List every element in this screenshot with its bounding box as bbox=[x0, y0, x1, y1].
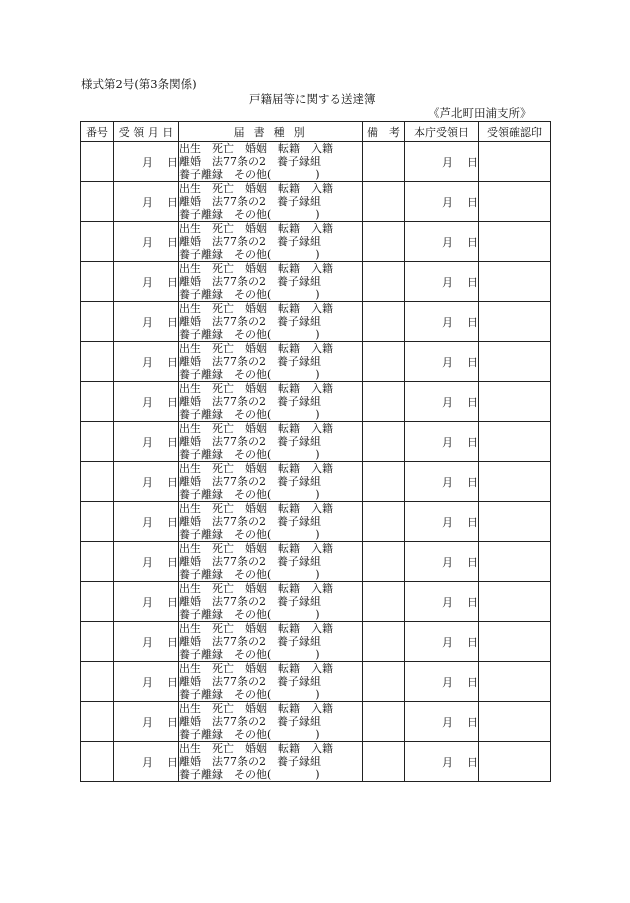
day-label: 日 bbox=[167, 715, 178, 729]
header-row bbox=[81, 122, 551, 142]
kind-line-2: 離婚 法77条の2 養子縁組 bbox=[179, 235, 321, 248]
table-row bbox=[81, 662, 551, 702]
month-label: 月 bbox=[142, 675, 153, 689]
table-row bbox=[81, 142, 551, 182]
cell-remarks[interactable] bbox=[363, 142, 405, 182]
cell-notification-type[interactable] bbox=[179, 462, 363, 502]
day-label: 日 bbox=[167, 515, 178, 529]
cell-notification-type[interactable] bbox=[179, 182, 363, 222]
kind-line-1: 出生 死亡 婚姻 転籍 入籍 bbox=[179, 422, 333, 435]
cell-number[interactable] bbox=[81, 542, 114, 582]
cell-confirmation-seal[interactable] bbox=[479, 582, 551, 622]
day-label: 日 bbox=[167, 675, 178, 689]
month-label: 月 bbox=[142, 315, 153, 329]
cell-remarks[interactable] bbox=[363, 622, 405, 662]
cell-main-office-date[interactable] bbox=[405, 422, 479, 462]
kind-line-3: 養子離縁 その他( ) bbox=[179, 168, 320, 181]
table-row bbox=[81, 422, 551, 462]
table-row bbox=[81, 742, 551, 782]
month-label: 月 bbox=[442, 355, 453, 369]
cell-received-date[interactable] bbox=[114, 582, 179, 622]
kind-line-1: 出生 死亡 婚姻 転籍 入籍 bbox=[179, 582, 333, 595]
day-label: 日 bbox=[467, 555, 478, 569]
kind-line-2: 離婚 法77条の2 養子縁組 bbox=[179, 395, 321, 408]
day-label: 日 bbox=[167, 195, 178, 209]
kind-line-3: 養子離縁 その他( ) bbox=[179, 688, 320, 701]
cell-confirmation-seal[interactable] bbox=[479, 702, 551, 742]
day-label: 日 bbox=[467, 675, 478, 689]
delivery-register-table bbox=[80, 121, 551, 782]
kind-line-1: 出生 死亡 婚姻 転籍 入籍 bbox=[179, 622, 333, 635]
month-label: 月 bbox=[142, 395, 153, 409]
cell-confirmation-seal[interactable] bbox=[479, 382, 551, 422]
month-label: 月 bbox=[442, 475, 453, 489]
day-label: 日 bbox=[167, 435, 178, 449]
cell-main-office-date[interactable] bbox=[405, 302, 479, 342]
cell-remarks[interactable] bbox=[363, 742, 405, 782]
kind-line-2: 離婚 法77条の2 養子縁組 bbox=[179, 715, 321, 728]
cell-received-date[interactable] bbox=[114, 622, 179, 662]
cell-number[interactable] bbox=[81, 742, 114, 782]
cell-number[interactable] bbox=[81, 262, 114, 302]
table-row bbox=[81, 302, 551, 342]
cell-confirmation-seal[interactable] bbox=[479, 422, 551, 462]
month-label: 月 bbox=[442, 595, 453, 609]
cell-received-date[interactable] bbox=[114, 542, 179, 582]
cell-notification-type[interactable] bbox=[179, 302, 363, 342]
cell-notification-type[interactable] bbox=[179, 502, 363, 542]
cell-confirmation-seal[interactable] bbox=[479, 622, 551, 662]
col-header-received-date: 受 領 月 日 bbox=[114, 122, 179, 142]
kind-line-2: 離婚 法77条の2 養子縁組 bbox=[179, 555, 321, 568]
kind-line-3: 養子離縁 その他( ) bbox=[179, 208, 320, 221]
cell-received-date[interactable] bbox=[114, 462, 179, 502]
cell-notification-type[interactable] bbox=[179, 222, 363, 262]
month-label: 月 bbox=[442, 515, 453, 529]
day-label: 日 bbox=[467, 435, 478, 449]
cell-received-date[interactable] bbox=[114, 742, 179, 782]
month-label: 月 bbox=[142, 195, 153, 209]
month-label: 月 bbox=[442, 435, 453, 449]
day-label: 日 bbox=[167, 155, 178, 169]
day-label: 日 bbox=[467, 635, 478, 649]
day-label: 日 bbox=[467, 515, 478, 529]
kind-line-1: 出生 死亡 婚姻 転籍 入籍 bbox=[179, 542, 333, 555]
day-label: 日 bbox=[467, 395, 478, 409]
cell-notification-type[interactable] bbox=[179, 342, 363, 382]
month-label: 月 bbox=[142, 755, 153, 769]
cell-number[interactable] bbox=[81, 302, 114, 342]
cell-confirmation-seal[interactable] bbox=[479, 462, 551, 502]
table-row bbox=[81, 542, 551, 582]
month-label: 月 bbox=[442, 235, 453, 249]
kind-line-3: 養子離縁 その他( ) bbox=[179, 248, 320, 261]
month-label: 月 bbox=[442, 715, 453, 729]
cell-main-office-date[interactable] bbox=[405, 742, 479, 782]
kind-line-1: 出生 死亡 婚姻 転籍 入籍 bbox=[179, 182, 333, 195]
day-label: 日 bbox=[467, 715, 478, 729]
col-header-confirmation-seal: 受領確認印 bbox=[479, 122, 551, 142]
kind-line-3: 養子離縁 その他( ) bbox=[179, 648, 320, 661]
day-label: 日 bbox=[467, 475, 478, 489]
cell-number[interactable] bbox=[81, 142, 114, 182]
day-label: 日 bbox=[167, 275, 178, 289]
cell-confirmation-seal[interactable] bbox=[479, 222, 551, 262]
kind-line-3: 養子離縁 その他( ) bbox=[179, 768, 320, 781]
cell-number[interactable] bbox=[81, 622, 114, 662]
cell-remarks[interactable] bbox=[363, 182, 405, 222]
table-row bbox=[81, 502, 551, 542]
cell-confirmation-seal[interactable] bbox=[479, 262, 551, 302]
month-label: 月 bbox=[142, 475, 153, 489]
table-row bbox=[81, 582, 551, 622]
cell-remarks[interactable] bbox=[363, 342, 405, 382]
cell-remarks[interactable] bbox=[363, 582, 405, 622]
day-label: 日 bbox=[167, 395, 178, 409]
cell-main-office-date[interactable] bbox=[405, 462, 479, 502]
cell-received-date[interactable] bbox=[114, 182, 179, 222]
cell-main-office-date[interactable] bbox=[405, 262, 479, 302]
kind-line-2: 離婚 法77条の2 養子縁組 bbox=[179, 475, 321, 488]
kind-line-1: 出生 死亡 婚姻 転籍 入籍 bbox=[179, 502, 333, 515]
cell-remarks[interactable] bbox=[363, 542, 405, 582]
month-label: 月 bbox=[442, 275, 453, 289]
day-label: 日 bbox=[167, 635, 178, 649]
kind-line-3: 養子離縁 その他( ) bbox=[179, 368, 320, 381]
cell-number[interactable] bbox=[81, 422, 114, 462]
cell-remarks[interactable] bbox=[363, 662, 405, 702]
kind-line-2: 離婚 法77条の2 養子縁組 bbox=[179, 515, 321, 528]
table-row bbox=[81, 182, 551, 222]
table-row bbox=[81, 342, 551, 382]
cell-confirmation-seal[interactable] bbox=[479, 662, 551, 702]
kind-line-1: 出生 死亡 婚姻 転籍 入籍 bbox=[179, 382, 333, 395]
cell-number[interactable] bbox=[81, 502, 114, 542]
kind-line-2: 離婚 法77条の2 養子縁組 bbox=[179, 315, 321, 328]
kind-line-1: 出生 死亡 婚姻 転籍 入籍 bbox=[179, 142, 333, 155]
document-title: 戸籍届等に関する送達簿 bbox=[249, 92, 376, 106]
cell-number[interactable] bbox=[81, 222, 114, 262]
cell-confirmation-seal[interactable] bbox=[479, 502, 551, 542]
month-label: 月 bbox=[442, 755, 453, 769]
month-label: 月 bbox=[442, 555, 453, 569]
month-label: 月 bbox=[142, 435, 153, 449]
cell-main-office-date[interactable] bbox=[405, 222, 479, 262]
table-row bbox=[81, 382, 551, 422]
kind-line-2: 離婚 法77条の2 養子縁組 bbox=[179, 435, 321, 448]
cell-main-office-date[interactable] bbox=[405, 702, 479, 742]
month-label: 月 bbox=[142, 275, 153, 289]
cell-main-office-date[interactable] bbox=[405, 502, 479, 542]
remarks-char-2: 考 bbox=[389, 125, 400, 139]
cell-notification-type[interactable] bbox=[179, 382, 363, 422]
day-label: 日 bbox=[467, 755, 478, 769]
kind-line-2: 離婚 法77条の2 養子縁組 bbox=[179, 635, 321, 648]
kind-line-3: 養子離縁 その他( ) bbox=[179, 328, 320, 341]
month-label: 月 bbox=[442, 395, 453, 409]
cell-remarks[interactable] bbox=[363, 422, 405, 462]
cell-received-date[interactable] bbox=[114, 702, 179, 742]
cell-received-date[interactable] bbox=[114, 142, 179, 182]
cell-notification-type[interactable] bbox=[179, 662, 363, 702]
day-label: 日 bbox=[167, 235, 178, 249]
cell-received-date[interactable] bbox=[114, 342, 179, 382]
cell-number[interactable] bbox=[81, 342, 114, 382]
cell-main-office-date[interactable] bbox=[405, 342, 479, 382]
table-row bbox=[81, 222, 551, 262]
cell-received-date[interactable] bbox=[114, 382, 179, 422]
cell-remarks[interactable] bbox=[363, 222, 405, 262]
kind-line-3: 養子離縁 その他( ) bbox=[179, 728, 320, 741]
month-label: 月 bbox=[442, 155, 453, 169]
day-label: 日 bbox=[467, 275, 478, 289]
cell-number[interactable] bbox=[81, 182, 114, 222]
month-label: 月 bbox=[442, 195, 453, 209]
table-row bbox=[81, 262, 551, 302]
day-label: 日 bbox=[167, 315, 178, 329]
kind-line-2: 離婚 法77条の2 養子縁組 bbox=[179, 755, 321, 768]
day-label: 日 bbox=[167, 555, 178, 569]
cell-number[interactable] bbox=[81, 702, 114, 742]
month-label: 月 bbox=[142, 595, 153, 609]
cell-confirmation-seal[interactable] bbox=[479, 542, 551, 582]
cell-notification-type[interactable] bbox=[179, 542, 363, 582]
cell-notification-type[interactable] bbox=[179, 622, 363, 662]
kind-line-1: 出生 死亡 婚姻 転籍 入籍 bbox=[179, 342, 333, 355]
month-label: 月 bbox=[442, 635, 453, 649]
cell-number[interactable] bbox=[81, 582, 114, 622]
month-label: 月 bbox=[142, 715, 153, 729]
day-label: 日 bbox=[167, 475, 178, 489]
month-label: 月 bbox=[142, 155, 153, 169]
kind-line-3: 養子離縁 その他( ) bbox=[179, 288, 320, 301]
kind-line-2: 離婚 法77条の2 養子縁組 bbox=[179, 595, 321, 608]
kind-line-2: 離婚 法77条の2 養子縁組 bbox=[179, 275, 321, 288]
day-label: 日 bbox=[167, 595, 178, 609]
kind-line-3: 養子離縁 その他( ) bbox=[179, 528, 320, 541]
table-body bbox=[81, 142, 551, 782]
cell-received-date[interactable] bbox=[114, 502, 179, 542]
cell-main-office-date[interactable] bbox=[405, 662, 479, 702]
cell-main-office-date[interactable] bbox=[405, 382, 479, 422]
cell-main-office-date[interactable] bbox=[405, 182, 479, 222]
cell-remarks[interactable] bbox=[363, 702, 405, 742]
kind-line-1: 出生 死亡 婚姻 転籍 入籍 bbox=[179, 302, 333, 315]
table-row bbox=[81, 702, 551, 742]
kind-line-2: 離婚 法77条の2 養子縁組 bbox=[179, 155, 321, 168]
day-label: 日 bbox=[167, 755, 178, 769]
day-label: 日 bbox=[467, 315, 478, 329]
cell-received-date[interactable] bbox=[114, 662, 179, 702]
kind-line-1: 出生 死亡 婚姻 転籍 入籍 bbox=[179, 702, 333, 715]
form-number: 様式第2号(第3条関係) bbox=[81, 77, 197, 91]
cell-notification-type[interactable] bbox=[179, 262, 363, 302]
month-label: 月 bbox=[142, 235, 153, 249]
cell-notification-type[interactable] bbox=[179, 142, 363, 182]
cell-main-office-date[interactable] bbox=[405, 622, 479, 662]
kind-line-1: 出生 死亡 婚姻 転籍 入籍 bbox=[179, 262, 333, 275]
kind-line-1: 出生 死亡 婚姻 転籍 入籍 bbox=[179, 462, 333, 475]
cell-remarks[interactable] bbox=[363, 462, 405, 502]
cell-confirmation-seal[interactable] bbox=[479, 142, 551, 182]
cell-confirmation-seal[interactable] bbox=[479, 342, 551, 382]
cell-confirmation-seal[interactable] bbox=[479, 302, 551, 342]
kind-line-3: 養子離縁 その他( ) bbox=[179, 408, 320, 421]
month-label: 月 bbox=[142, 555, 153, 569]
cell-notification-type[interactable] bbox=[179, 702, 363, 742]
day-label: 日 bbox=[467, 355, 478, 369]
cell-remarks[interactable] bbox=[363, 382, 405, 422]
kind-line-2: 離婚 法77条の2 養子縁組 bbox=[179, 675, 321, 688]
kind-line-1: 出生 死亡 婚姻 転籍 入籍 bbox=[179, 222, 333, 235]
cell-received-date[interactable] bbox=[114, 222, 179, 262]
col-header-notification-type: 届 書 種 別 bbox=[179, 122, 363, 142]
month-label: 月 bbox=[142, 635, 153, 649]
cell-main-office-date[interactable] bbox=[405, 542, 479, 582]
table-row bbox=[81, 462, 551, 502]
kind-line-3: 養子離縁 その他( ) bbox=[179, 608, 320, 621]
cell-remarks[interactable] bbox=[363, 502, 405, 542]
office-name: 《芦北町田浦支所》 bbox=[428, 106, 532, 120]
cell-remarks[interactable] bbox=[363, 302, 405, 342]
month-label: 月 bbox=[442, 315, 453, 329]
cell-received-date[interactable] bbox=[114, 422, 179, 462]
cell-number[interactable] bbox=[81, 462, 114, 502]
cell-number[interactable] bbox=[81, 662, 114, 702]
cell-received-date[interactable] bbox=[114, 302, 179, 342]
col-header-number: 番号 bbox=[81, 122, 114, 142]
month-label: 月 bbox=[142, 355, 153, 369]
cell-confirmation-seal[interactable] bbox=[479, 182, 551, 222]
cell-notification-type[interactable] bbox=[179, 422, 363, 462]
cell-received-date[interactable] bbox=[114, 262, 179, 302]
month-label: 月 bbox=[442, 675, 453, 689]
remarks-char-1: 備 bbox=[367, 125, 378, 139]
kind-line-3: 養子離縁 その他( ) bbox=[179, 488, 320, 501]
day-label: 日 bbox=[467, 235, 478, 249]
cell-remarks[interactable] bbox=[363, 262, 405, 302]
cell-notification-type[interactable] bbox=[179, 742, 363, 782]
cell-notification-type[interactable] bbox=[179, 582, 363, 622]
col-header-remarks bbox=[363, 122, 405, 142]
kind-line-3: 養子離縁 その他( ) bbox=[179, 448, 320, 461]
month-label: 月 bbox=[142, 515, 153, 529]
day-label: 日 bbox=[467, 595, 478, 609]
kind-line-1: 出生 死亡 婚姻 転籍 入籍 bbox=[179, 662, 333, 675]
kind-line-2: 離婚 法77条の2 養子縁組 bbox=[179, 355, 321, 368]
cell-confirmation-seal[interactable] bbox=[479, 742, 551, 782]
kind-line-3: 養子離縁 その他( ) bbox=[179, 568, 320, 581]
kind-line-1: 出生 死亡 婚姻 転籍 入籍 bbox=[179, 742, 333, 755]
cell-number[interactable] bbox=[81, 382, 114, 422]
day-label: 日 bbox=[467, 195, 478, 209]
table-row bbox=[81, 622, 551, 662]
cell-main-office-date[interactable] bbox=[405, 582, 479, 622]
day-label: 日 bbox=[167, 355, 178, 369]
cell-main-office-date[interactable] bbox=[405, 142, 479, 182]
col-header-main-office-date: 本庁受領日 bbox=[405, 122, 479, 142]
day-label: 日 bbox=[467, 155, 478, 169]
kind-line-2: 離婚 法77条の2 養子縁組 bbox=[179, 195, 321, 208]
